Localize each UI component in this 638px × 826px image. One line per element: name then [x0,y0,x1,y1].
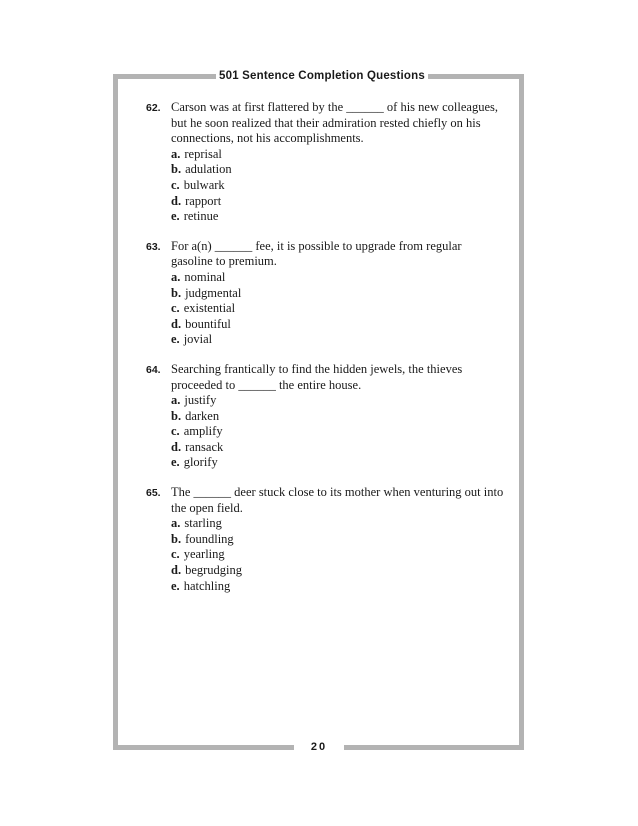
choice-letter: a. [171,516,181,531]
question-text: The ______ deer stuck close to its mother when venturing out into the open field. [171,485,504,515]
question-64 [146,362,506,471]
question-number: 65. [146,487,161,500]
choice-letter: e. [171,578,180,593]
answer-choice [171,194,506,210]
answer-choice [171,147,506,163]
question-62 [146,100,506,225]
answer-choice [171,547,506,563]
answer-choice [171,209,506,225]
answer-choice [171,393,506,409]
choice-text: bulwark [183,177,225,192]
answer-choice [171,178,506,194]
choice-letter: a. [171,146,181,161]
choice-letter: e. [171,332,180,347]
choice-letter: c. [171,424,180,439]
choice-letter: d. [171,316,182,331]
answer-choice [171,409,506,425]
question-number: 64. [146,363,161,376]
choice-text: nominal [184,269,226,284]
frame-bottom-right-bar [344,745,524,750]
choice-text: foundling [185,531,234,546]
question-text: Carson was at first flattered by the ______ of his new colleagues, but he soon realized that their admiration rested chiefly on his connections, not his accomplishments. [171,100,498,146]
choice-text: jovial [183,332,213,347]
answer-choices [171,147,506,225]
answer-choice [171,286,506,302]
frame-top-right-bar [428,74,524,79]
choice-text: yearling [183,547,225,562]
question-text: Searching frantically to find the hidden jewels, the thieves proceeded to ______ the entire house. [171,361,463,392]
answer-choices [171,516,506,594]
choice-text: existential [183,301,236,316]
choice-letter: d. [171,439,182,454]
choice-letter: b. [171,408,182,423]
choice-letter: a. [171,269,181,284]
frame-right-bar [519,74,524,750]
choice-letter: b. [171,531,182,546]
question-list [146,100,506,608]
choice-letter: e. [171,209,180,224]
choice-text: adulation [185,162,232,177]
choice-text: darken [185,408,220,423]
choice-text: starling [184,516,222,531]
question-63 [146,239,506,348]
answer-choice [171,317,506,333]
answer-choice [171,532,506,548]
frame-top-left-bar [113,74,216,79]
choice-text: justify [184,393,217,408]
question-65 [146,485,506,594]
answer-choice [171,563,506,579]
answer-choice [171,424,506,440]
choice-letter: c. [171,301,180,316]
choice-text: begrudging [185,563,243,578]
choice-letter: d. [171,563,182,578]
answer-choice [171,332,506,348]
choice-text: ransack [185,439,224,454]
choice-letter: b. [171,285,182,300]
frame-left-bar [113,74,118,750]
answer-choice [171,270,506,286]
answer-choices [171,270,506,348]
answer-choice [171,579,506,595]
frame-bottom-left-bar [113,745,294,750]
choice-text: glorify [183,455,218,470]
choice-text: rapport [185,193,222,208]
page-header-title: 501 Sentence Completion Questions [219,70,425,82]
answer-choice [171,440,506,456]
answer-choices [171,393,506,471]
choice-text: judgmental [185,285,242,300]
choice-letter: c. [171,547,180,562]
choice-text: hatchling [183,578,231,593]
choice-text: bountiful [185,316,231,331]
question-text: For a(n) ______ fee, it is possible to upgrade from regular gasoline to premium. [171,238,462,269]
choice-text: retinue [183,209,219,224]
choice-letter: b. [171,162,182,177]
answer-choice [171,162,506,178]
choice-letter: d. [171,193,182,208]
page-number: 20 [310,741,328,753]
choice-letter: a. [171,393,181,408]
choice-text: reprisal [184,146,222,161]
choice-text: amplify [183,424,223,439]
answer-choice [171,516,506,532]
question-number: 62. [146,102,161,114]
answer-choice [171,455,506,471]
choice-letter: c. [171,177,180,192]
question-number: 63. [146,240,161,253]
answer-choice [171,301,506,317]
choice-letter: e. [171,455,180,470]
